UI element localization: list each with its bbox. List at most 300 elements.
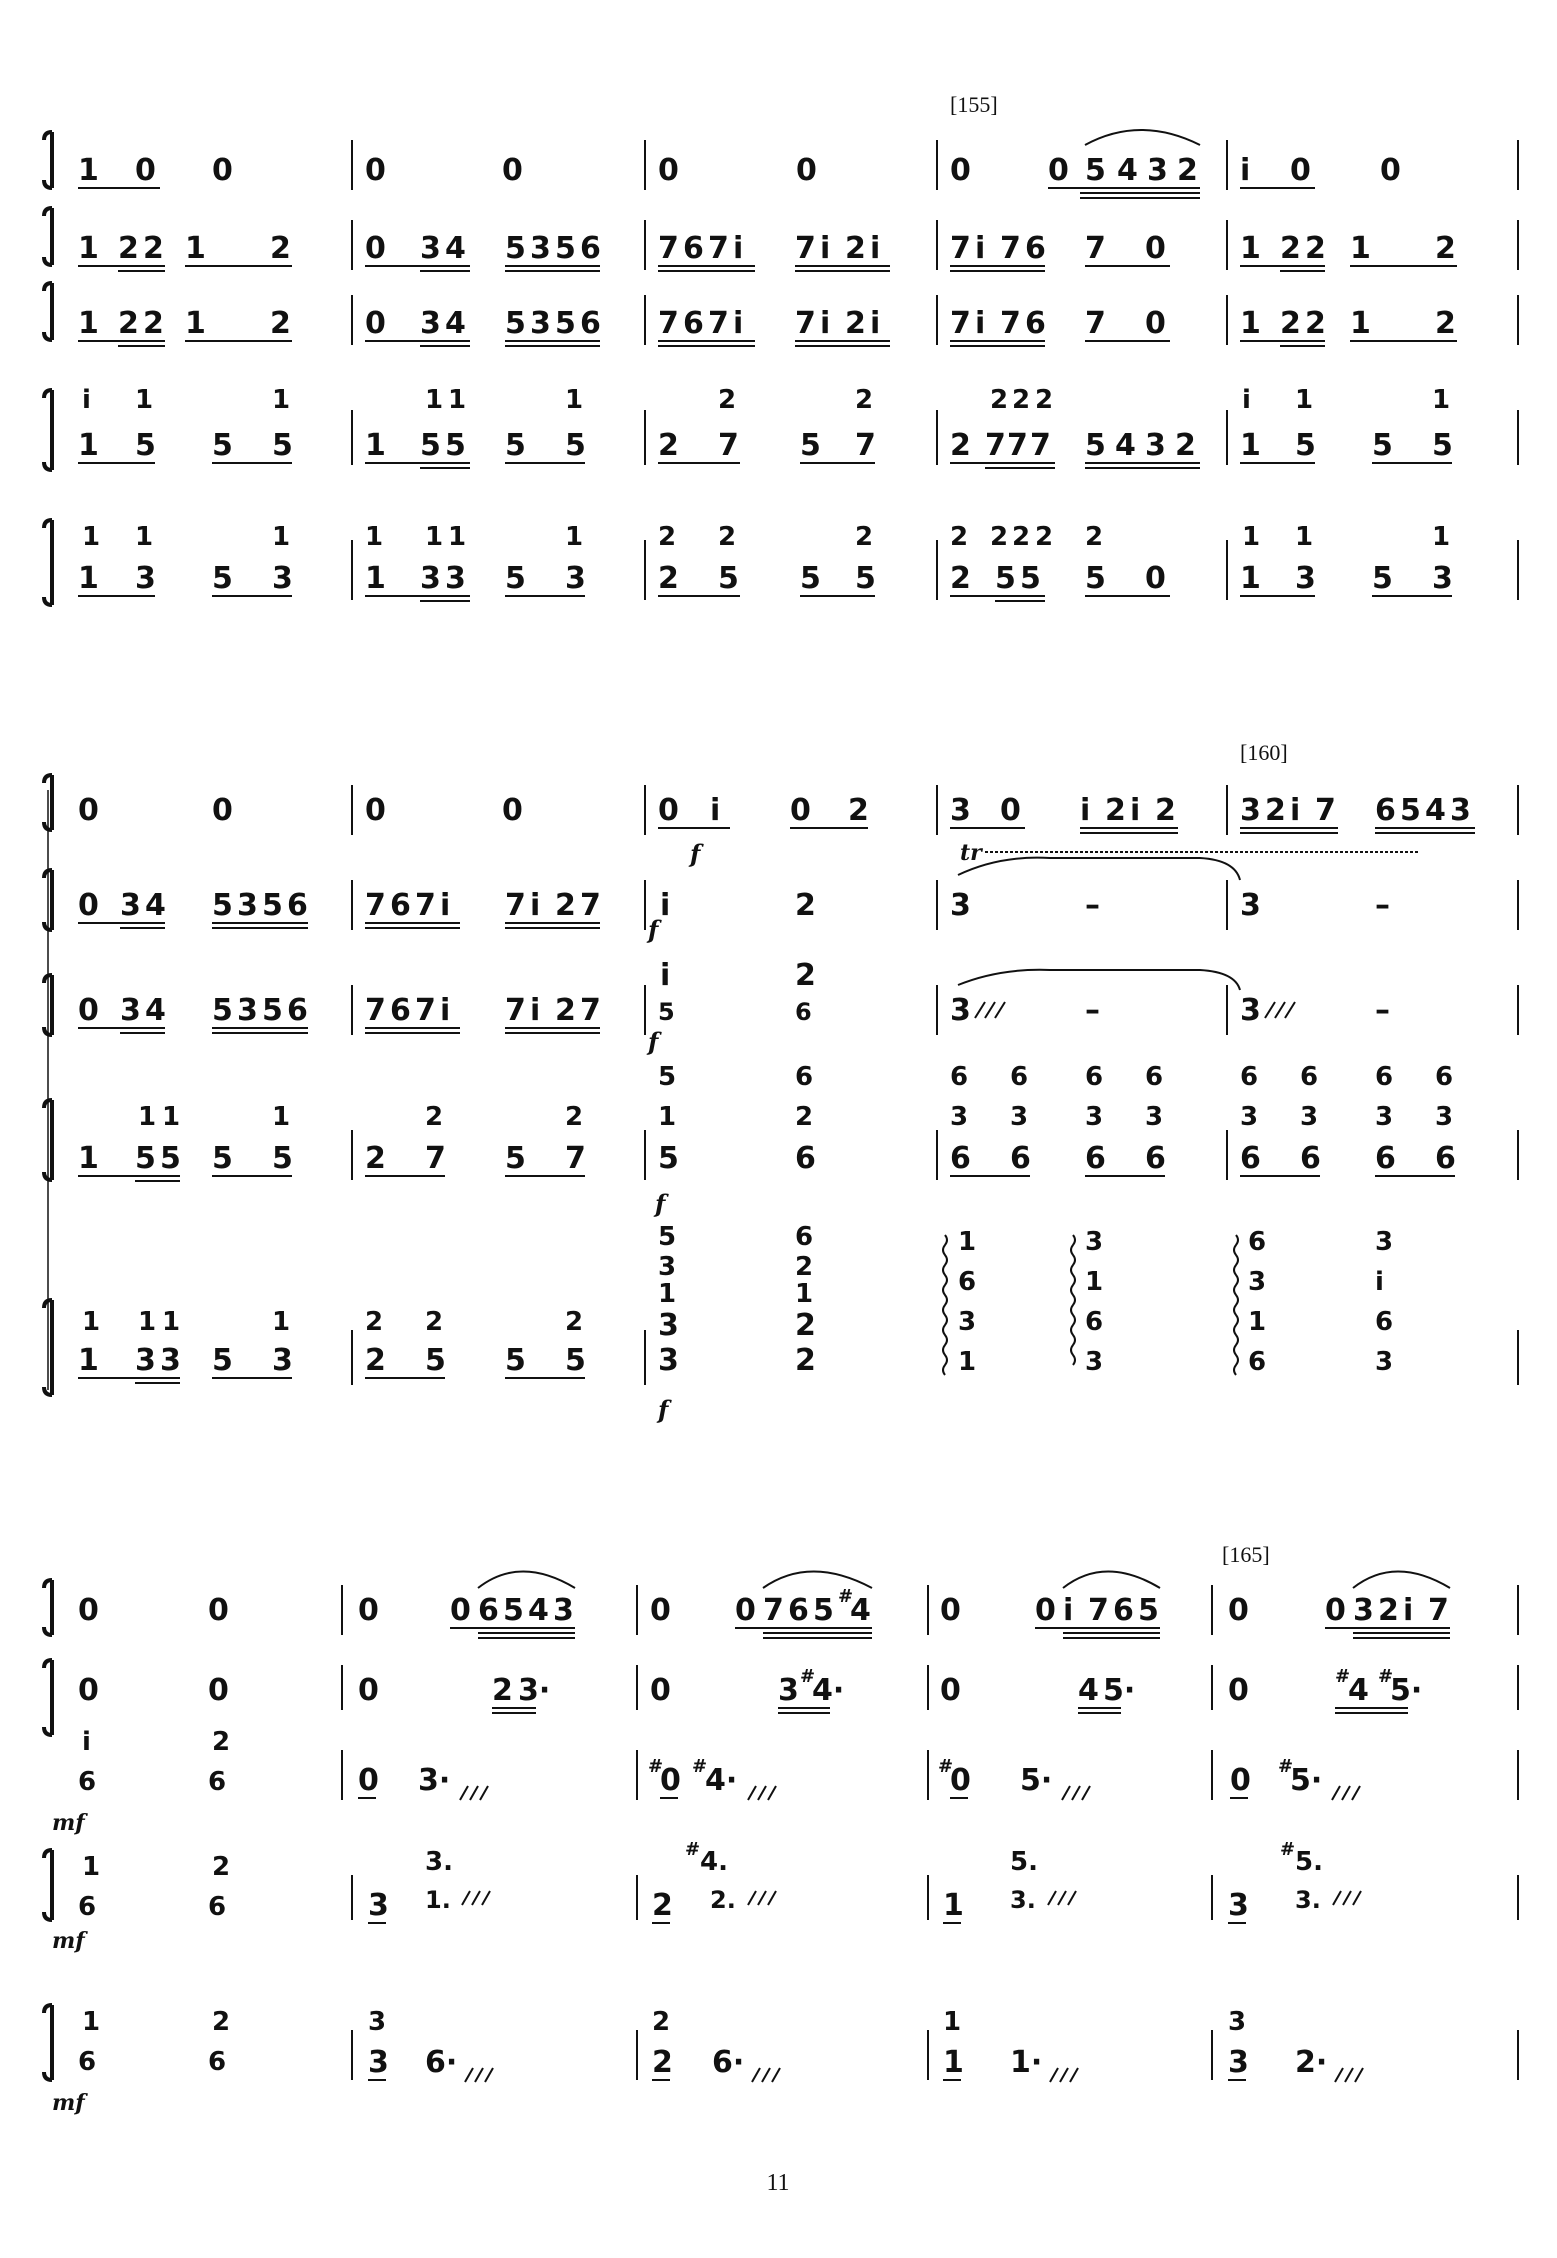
svg-text:2: 2 xyxy=(795,888,816,923)
svg-text:2: 2 xyxy=(795,958,816,993)
svg-text:2: 2 xyxy=(652,2007,671,2037)
svg-text:3: 3 xyxy=(368,1888,389,1923)
svg-text:6: 6 xyxy=(1248,1227,1267,1257)
svg-text:5: 5 xyxy=(262,888,283,923)
svg-text:2: 2 xyxy=(1305,231,1326,266)
svg-text:1: 1 xyxy=(82,1852,101,1882)
svg-text:1: 1 xyxy=(78,428,99,463)
svg-text:1: 1 xyxy=(185,231,206,266)
svg-text:1: 1 xyxy=(82,1307,101,1337)
svg-text:–: – xyxy=(1375,888,1390,923)
svg-text:7: 7 xyxy=(708,231,729,266)
svg-text:1: 1 xyxy=(1350,231,1371,266)
svg-text:3.: 3. xyxy=(425,1847,453,1877)
svg-text:5.: 5. xyxy=(1010,1847,1038,1877)
svg-text:6: 6 xyxy=(287,888,308,923)
svg-text:1: 1 xyxy=(1295,522,1314,552)
svg-text:7: 7 xyxy=(365,888,386,923)
svg-text:0: 0 xyxy=(1145,306,1166,341)
svg-text:0: 0 xyxy=(358,1763,379,1798)
svg-text:6: 6 xyxy=(580,306,601,341)
svg-text:4·: 4· xyxy=(812,1673,845,1708)
svg-text:5: 5 xyxy=(995,561,1016,596)
svg-text:i: i xyxy=(1240,153,1251,188)
svg-text:5: 5 xyxy=(272,1141,293,1176)
staff-1-4-low xyxy=(78,428,1453,463)
svg-text:2: 2 xyxy=(652,2045,673,2080)
svg-text:1: 1 xyxy=(365,522,384,552)
svg-text:5: 5 xyxy=(505,428,526,463)
svg-text:6: 6 xyxy=(1010,1141,1031,1176)
svg-text:2: 2 xyxy=(1035,385,1054,415)
svg-text:3: 3 xyxy=(1375,1227,1394,1257)
dynamic-f-5: f xyxy=(658,1395,669,1424)
svg-text:7: 7 xyxy=(985,428,1006,463)
svg-text:5: 5 xyxy=(262,993,283,1028)
svg-text:1: 1 xyxy=(425,522,444,552)
svg-text:i: i xyxy=(1080,793,1091,828)
svg-text:5: 5 xyxy=(505,306,526,341)
staff-3-2-beams xyxy=(492,1708,1408,1713)
svg-text:3: 3 xyxy=(553,1593,574,1628)
system-2-brackets xyxy=(44,775,52,1395)
svg-text:5: 5 xyxy=(212,888,233,923)
svg-text:2: 2 xyxy=(990,385,1009,415)
svg-text:3.: 3. xyxy=(1010,1886,1036,1914)
svg-text:i: i xyxy=(733,231,744,266)
svg-text:2: 2 xyxy=(1280,306,1301,341)
svg-text:2: 2 xyxy=(1012,522,1031,552)
svg-text:2: 2 xyxy=(365,1307,384,1337)
svg-text:i: i xyxy=(660,958,671,993)
svg-text:1: 1 xyxy=(78,1141,99,1176)
svg-text:1: 1 xyxy=(1240,231,1261,266)
svg-text:4: 4 xyxy=(1115,428,1136,463)
svg-text:6: 6 xyxy=(958,1267,977,1297)
svg-text:3: 3 xyxy=(658,1343,679,1378)
svg-text:4: 4 xyxy=(145,993,166,1028)
svg-text:5: 5 xyxy=(505,231,526,266)
svg-text:1: 1 xyxy=(565,522,584,552)
svg-text:#: # xyxy=(685,1839,701,1860)
svg-text:0: 0 xyxy=(358,1673,379,1708)
svg-text:6: 6 xyxy=(208,1767,227,1797)
svg-text:0: 0 xyxy=(78,888,99,923)
svg-text:3: 3 xyxy=(160,1343,181,1378)
svg-text:1: 1 xyxy=(1350,306,1371,341)
svg-text:2: 2 xyxy=(365,1343,386,1378)
svg-text:2: 2 xyxy=(718,522,737,552)
svg-text:0: 0 xyxy=(78,1673,99,1708)
svg-text:5: 5 xyxy=(800,428,821,463)
staff-1-5-beams xyxy=(78,596,1452,601)
svg-text:2: 2 xyxy=(1435,231,1456,266)
svg-text:0: 0 xyxy=(1325,1593,1346,1628)
svg-text:3: 3 xyxy=(1375,1347,1394,1377)
svg-text:0: 0 xyxy=(660,1763,681,1798)
svg-text:6: 6 xyxy=(1010,1062,1029,1092)
svg-text:i: i xyxy=(820,306,831,341)
svg-text:i: i xyxy=(870,231,881,266)
svg-text:3: 3 xyxy=(950,1102,969,1132)
svg-text:4.: 4. xyxy=(700,1847,728,1877)
svg-text:3: 3 xyxy=(135,1343,156,1378)
svg-text:i: i xyxy=(440,993,451,1028)
staff-1-4 xyxy=(82,385,1450,415)
dynamic-f-1: f xyxy=(690,839,701,868)
svg-text:6: 6 xyxy=(478,1593,499,1628)
svg-text:3: 3 xyxy=(237,993,258,1028)
svg-text:5: 5 xyxy=(1400,793,1421,828)
staff-2-4 xyxy=(78,1141,1456,1176)
svg-text:3: 3 xyxy=(530,306,551,341)
svg-text:0: 0 xyxy=(1145,561,1166,596)
staff-3-3-beams xyxy=(358,1786,1360,1800)
svg-text:5: 5 xyxy=(212,1141,233,1176)
svg-text:0: 0 xyxy=(735,1593,756,1628)
staff-3-3b xyxy=(358,1756,1322,1798)
svg-text:7: 7 xyxy=(415,888,436,923)
svg-text:7: 7 xyxy=(708,306,729,341)
svg-text:3: 3 xyxy=(368,2045,389,2080)
svg-text:3: 3 xyxy=(1240,793,1261,828)
svg-text:0: 0 xyxy=(365,793,386,828)
svg-text:1: 1 xyxy=(1242,522,1261,552)
svg-text:2: 2 xyxy=(1177,153,1198,188)
staff-3-1 xyxy=(78,1586,1449,1628)
staff-1-5 xyxy=(82,522,1450,552)
svg-text:1: 1 xyxy=(135,385,154,415)
dynamic-mf-1: mf xyxy=(52,1810,85,1836)
svg-text:4: 4 xyxy=(1348,1673,1369,1708)
svg-text:5·: 5· xyxy=(1290,1763,1323,1798)
staff-2-3 xyxy=(78,958,1390,1028)
svg-text:3: 3 xyxy=(1300,1102,1319,1132)
svg-text:2: 2 xyxy=(795,1252,814,1282)
svg-text:2: 2 xyxy=(795,1308,816,1343)
dynamic-f-2: f xyxy=(648,915,659,944)
svg-text:3: 3 xyxy=(950,793,971,828)
svg-text:5: 5 xyxy=(565,428,586,463)
svg-text:2: 2 xyxy=(718,385,737,415)
svg-text:6: 6 xyxy=(950,1141,971,1176)
svg-text:2·: 2· xyxy=(1295,2045,1328,2080)
svg-text:7: 7 xyxy=(658,231,679,266)
rehearsal-mark-160: [160] xyxy=(1240,740,1288,765)
svg-text:–: – xyxy=(1085,993,1100,1028)
svg-text:0: 0 xyxy=(950,153,971,188)
svg-text:1: 1 xyxy=(272,385,291,415)
svg-text:3: 3 xyxy=(1147,153,1168,188)
staff-2-1-beams xyxy=(658,828,1475,833)
svg-text:7: 7 xyxy=(415,993,436,1028)
svg-text:1: 1 xyxy=(82,2007,101,2037)
svg-text:6: 6 xyxy=(1300,1062,1319,1092)
svg-text:5: 5 xyxy=(505,1141,526,1176)
svg-text:4: 4 xyxy=(445,231,466,266)
svg-text:0: 0 xyxy=(212,153,233,188)
svg-text:1: 1 xyxy=(565,385,584,415)
svg-text:6: 6 xyxy=(1025,231,1046,266)
svg-text:2: 2 xyxy=(118,306,139,341)
svg-text:3: 3 xyxy=(237,888,258,923)
svg-text:2: 2 xyxy=(795,1343,816,1378)
svg-text:6: 6 xyxy=(1240,1141,1261,1176)
svg-text:7: 7 xyxy=(1428,1593,1449,1628)
svg-text:0: 0 xyxy=(658,153,679,188)
svg-text:6: 6 xyxy=(580,231,601,266)
trill-mark: tr xyxy=(960,840,982,866)
svg-text:2: 2 xyxy=(565,1307,584,1337)
svg-text:0: 0 xyxy=(365,306,386,341)
svg-text:5: 5 xyxy=(135,428,156,463)
svg-text:#: # xyxy=(1335,1666,1351,1687)
svg-text:5: 5 xyxy=(135,1141,156,1176)
svg-text:7: 7 xyxy=(763,1593,784,1628)
svg-text:2: 2 xyxy=(212,2007,231,2037)
svg-text:1: 1 xyxy=(795,1279,814,1309)
svg-text:6: 6 xyxy=(950,1062,969,1092)
svg-text:5·: 5· xyxy=(1103,1673,1136,1708)
svg-text:1: 1 xyxy=(78,306,99,341)
svg-text:5: 5 xyxy=(555,231,576,266)
svg-text:1: 1 xyxy=(1240,306,1261,341)
svg-text:1: 1 xyxy=(943,2045,964,2080)
svg-text:1: 1 xyxy=(1240,428,1261,463)
svg-text:2: 2 xyxy=(658,522,677,552)
svg-text:5: 5 xyxy=(505,1343,526,1378)
svg-text:2: 2 xyxy=(365,1141,386,1176)
svg-text:3.: 3. xyxy=(1295,1886,1321,1914)
svg-text:6: 6 xyxy=(1240,1062,1259,1092)
svg-text:1: 1 xyxy=(958,1227,977,1257)
staff-3-2 xyxy=(78,1666,1422,1708)
svg-text:5: 5 xyxy=(658,1222,677,1252)
dynamic-mf-3: mf xyxy=(52,2090,85,2116)
svg-text:0: 0 xyxy=(502,793,523,828)
svg-text:4: 4 xyxy=(1117,153,1138,188)
svg-text:2: 2 xyxy=(425,1307,444,1337)
svg-text:0: 0 xyxy=(78,1593,99,1628)
svg-text:1: 1 xyxy=(272,1307,291,1337)
svg-text:6: 6 xyxy=(795,1222,814,1252)
svg-text:0: 0 xyxy=(212,793,233,828)
svg-text:7: 7 xyxy=(580,993,601,1028)
svg-text:5: 5 xyxy=(855,561,876,596)
svg-text:6: 6 xyxy=(795,998,812,1026)
svg-text:i: i xyxy=(975,231,986,266)
staff-2-4-beams xyxy=(78,1176,1455,1181)
svg-text:2: 2 xyxy=(270,231,291,266)
svg-text:7: 7 xyxy=(795,231,816,266)
svg-text:6: 6 xyxy=(390,993,411,1028)
staff-2-2 xyxy=(78,888,1390,923)
svg-text:6: 6 xyxy=(1375,1062,1394,1092)
svg-text:i: i xyxy=(530,993,541,1028)
staff-1-2-beams xyxy=(78,266,1457,271)
svg-text:6: 6 xyxy=(1300,1141,1321,1176)
svg-text:i: i xyxy=(710,793,721,828)
svg-text:5: 5 xyxy=(658,998,675,1026)
page-number: 11 xyxy=(766,2170,790,2196)
svg-text:3: 3 xyxy=(272,1343,293,1378)
svg-text:1: 1 xyxy=(1248,1307,1267,1337)
svg-text:6: 6 xyxy=(1375,1307,1394,1337)
svg-text:3: 3 xyxy=(1085,1102,1104,1132)
svg-text:2: 2 xyxy=(1265,793,1286,828)
svg-text:7: 7 xyxy=(1000,306,1021,341)
svg-text:4: 4 xyxy=(1078,1673,1099,1708)
svg-text:5: 5 xyxy=(1138,1593,1159,1628)
staff-1-4-beams xyxy=(78,463,1452,468)
svg-text:i: i xyxy=(1290,793,1301,828)
svg-text:3: 3 xyxy=(272,561,293,596)
svg-text:5: 5 xyxy=(1085,561,1106,596)
svg-text:3: 3 xyxy=(950,993,971,1028)
svg-text:7: 7 xyxy=(565,1141,586,1176)
svg-text:2: 2 xyxy=(555,993,576,1028)
svg-text:0: 0 xyxy=(790,793,811,828)
svg-text:1: 1 xyxy=(1432,385,1451,415)
svg-text:1: 1 xyxy=(943,1888,964,1923)
svg-text:3·: 3· xyxy=(418,1763,451,1798)
svg-text:7: 7 xyxy=(1315,793,1336,828)
svg-text:3: 3 xyxy=(958,1307,977,1337)
svg-text:0: 0 xyxy=(208,1593,229,1628)
svg-text:5: 5 xyxy=(1372,428,1393,463)
svg-text:1: 1 xyxy=(272,522,291,552)
svg-text:5: 5 xyxy=(272,428,293,463)
svg-text:i: i xyxy=(975,306,986,341)
svg-text:5: 5 xyxy=(212,428,233,463)
svg-text:6: 6 xyxy=(1375,1141,1396,1176)
svg-text:7: 7 xyxy=(950,231,971,266)
svg-text:#: # xyxy=(648,1756,664,1777)
svg-text:1: 1 xyxy=(1085,1267,1104,1297)
svg-text:2.: 2. xyxy=(710,1886,736,1914)
svg-text:0: 0 xyxy=(358,1593,379,1628)
svg-text:i: i xyxy=(1375,1267,1384,1297)
svg-text:5: 5 xyxy=(1295,428,1316,463)
svg-text:4: 4 xyxy=(1425,793,1446,828)
svg-text:6: 6 xyxy=(1025,306,1046,341)
svg-text:5: 5 xyxy=(1432,428,1453,463)
staff-1-3 xyxy=(78,306,1456,341)
svg-text:7: 7 xyxy=(1088,1593,1109,1628)
svg-text:6: 6 xyxy=(390,888,411,923)
svg-text:7: 7 xyxy=(1085,306,1106,341)
svg-text:#: # xyxy=(1280,1839,1296,1860)
svg-text:3: 3 xyxy=(658,1308,679,1343)
svg-text:3: 3 xyxy=(368,2007,387,2037)
svg-text:6: 6 xyxy=(1085,1062,1104,1092)
svg-text:1: 1 xyxy=(162,1307,181,1337)
svg-text:3: 3 xyxy=(1228,1888,1249,1923)
svg-text:0: 0 xyxy=(135,153,156,188)
svg-text:i: i xyxy=(82,1727,91,1757)
svg-text:2: 2 xyxy=(658,428,679,463)
svg-text:7: 7 xyxy=(1007,428,1028,463)
svg-text:0: 0 xyxy=(502,153,523,188)
staff-1-5-low xyxy=(78,561,1453,596)
svg-text:5: 5 xyxy=(813,1593,834,1628)
svg-text:4: 4 xyxy=(850,1593,871,1628)
svg-text:6: 6 xyxy=(795,1141,816,1176)
svg-text:3: 3 xyxy=(530,231,551,266)
svg-text:5: 5 xyxy=(445,428,466,463)
svg-text:2: 2 xyxy=(1035,522,1054,552)
svg-text:5: 5 xyxy=(555,306,576,341)
svg-text:7: 7 xyxy=(658,306,679,341)
svg-text:7: 7 xyxy=(580,888,601,923)
svg-text:4: 4 xyxy=(145,888,166,923)
svg-text:1: 1 xyxy=(365,428,386,463)
svg-text:1: 1 xyxy=(448,522,467,552)
svg-text:3: 3 xyxy=(1010,1102,1029,1132)
svg-text:3: 3 xyxy=(135,561,156,596)
svg-text:1: 1 xyxy=(365,561,386,596)
svg-text:3: 3 xyxy=(1145,1102,1164,1132)
svg-text:2: 2 xyxy=(555,888,576,923)
svg-text:7: 7 xyxy=(1085,231,1106,266)
svg-text:6·: 6· xyxy=(712,2045,745,2080)
svg-text:2: 2 xyxy=(1012,385,1031,415)
svg-text:2: 2 xyxy=(795,1102,814,1132)
svg-text:3: 3 xyxy=(120,993,141,1028)
svg-text:i: i xyxy=(440,888,451,923)
svg-text:1: 1 xyxy=(138,1102,157,1132)
rehearsal-mark-165: [165] xyxy=(1222,1542,1270,1567)
svg-text:5: 5 xyxy=(1085,153,1106,188)
svg-text:2: 2 xyxy=(425,1102,444,1132)
svg-text:5: 5 xyxy=(212,993,233,1028)
svg-text:0: 0 xyxy=(796,153,817,188)
staff-3-5b xyxy=(368,2045,1327,2080)
svg-text:#: # xyxy=(838,1586,854,1607)
svg-text:0: 0 xyxy=(1228,1593,1249,1628)
svg-text:3: 3 xyxy=(658,1252,677,1282)
svg-text:6: 6 xyxy=(1145,1141,1166,1176)
svg-text:6: 6 xyxy=(1248,1347,1267,1377)
svg-text:0: 0 xyxy=(650,1593,671,1628)
svg-text:0: 0 xyxy=(78,993,99,1028)
svg-text:2: 2 xyxy=(1280,231,1301,266)
svg-text:6: 6 xyxy=(1145,1062,1164,1092)
svg-text:5: 5 xyxy=(420,428,441,463)
svg-text:1: 1 xyxy=(1240,561,1261,596)
svg-text:0: 0 xyxy=(1035,1593,1056,1628)
svg-text:5: 5 xyxy=(1372,561,1393,596)
svg-text:5: 5 xyxy=(212,561,233,596)
svg-text:3: 3 xyxy=(1435,1102,1454,1132)
svg-text:3: 3 xyxy=(1450,793,1471,828)
svg-text:#: # xyxy=(1278,1756,1294,1777)
svg-text:2: 2 xyxy=(950,428,971,463)
svg-text:7: 7 xyxy=(1000,231,1021,266)
svg-text:3: 3 xyxy=(120,888,141,923)
svg-text:6: 6 xyxy=(683,231,704,266)
svg-text:2: 2 xyxy=(855,385,874,415)
svg-text:2: 2 xyxy=(845,231,866,266)
svg-text:2: 2 xyxy=(990,522,1009,552)
svg-text:i: i xyxy=(1242,385,1251,415)
svg-text:2: 2 xyxy=(855,522,874,552)
svg-text:0: 0 xyxy=(1290,153,1311,188)
svg-text:0: 0 xyxy=(1380,153,1401,188)
svg-text:3: 3 xyxy=(445,561,466,596)
svg-text:i: i xyxy=(820,231,831,266)
svg-text:#: # xyxy=(938,1756,954,1777)
